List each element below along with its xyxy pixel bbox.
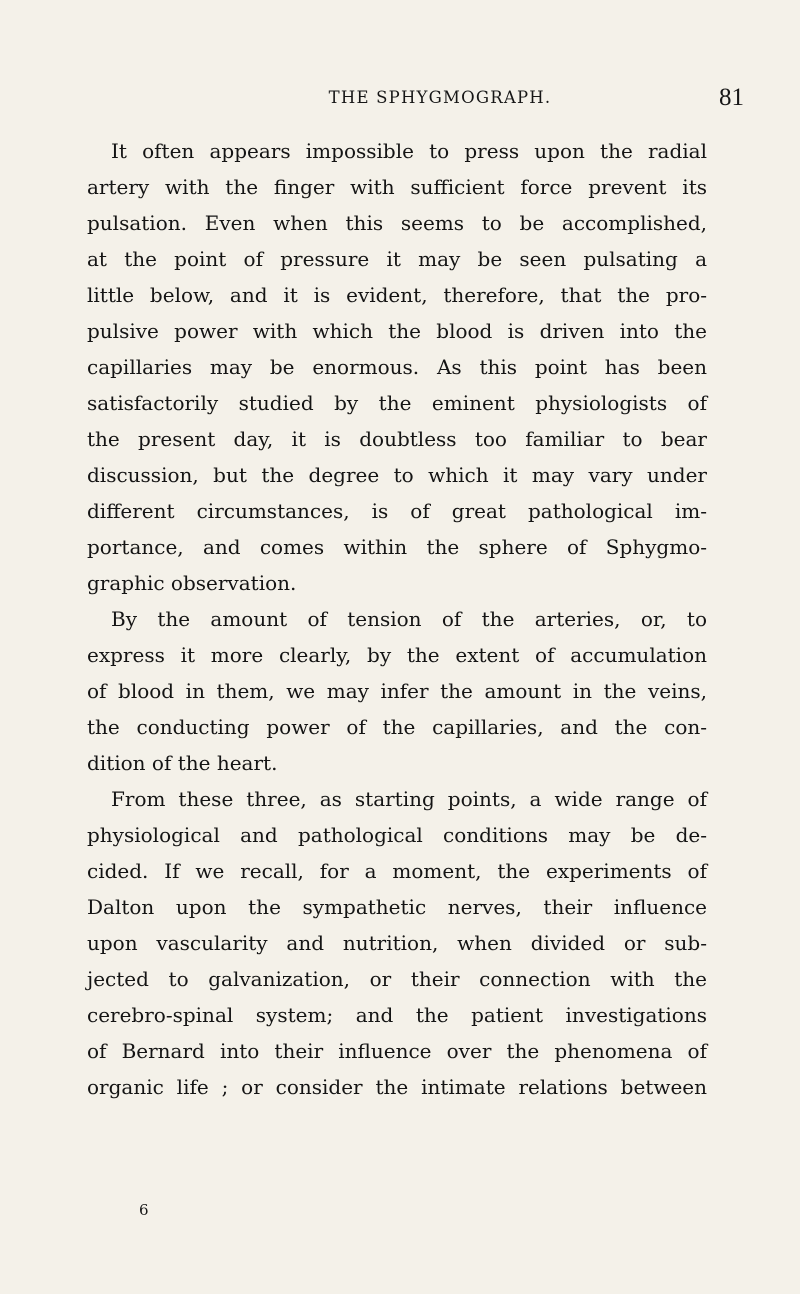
text-line: satisfactorily studied by the eminent physiologists of	[87, 391, 707, 415]
running-head: THE SPHYGMOGRAPH.	[328, 88, 552, 107]
text-line: capillaries may be enormous. As this point has been	[87, 355, 707, 379]
text-line: physiological and pathological conditions may be de-	[87, 823, 707, 847]
text-line: of Bernard into their influence over the phenomena of	[87, 1039, 707, 1063]
text-line: different circumstances, is of great pathological im-	[87, 499, 707, 523]
text-line: discussion, but the degree to which it may vary under	[87, 463, 707, 487]
page-number: 81	[719, 84, 744, 111]
text-line: the present day, it is doubtless too familiar to bear	[87, 427, 707, 451]
text-line: the conducting power of the capillaries, and the con-	[87, 715, 707, 739]
text-line: It often appears impossible to press upon the radial	[111, 139, 707, 163]
text-line: pulsation. Even when this seems to be accomplished,	[87, 211, 707, 235]
text-line: jected to galvanization, or their connection with the	[87, 967, 707, 991]
text-line: portance, and comes within the sphere of Sphygmo-	[87, 535, 707, 559]
text-line: From these three, as starting points, a wide range of	[111, 787, 707, 811]
printer-signature: 6	[139, 1201, 149, 1219]
text-line: at the point of pressure it may be seen pulsating a	[87, 247, 707, 271]
body-text	[87, 133, 707, 1105]
text-line: By the amount of tension of the arteries, or, to	[111, 607, 707, 631]
text-line: of blood in them, we may infer the amount in the veins,	[87, 679, 707, 703]
page-header	[136, 84, 744, 116]
text-line: upon vascularity and nutrition, when divided or sub-	[87, 931, 707, 955]
text-line: express it more clearly, by the extent of accumulation	[87, 643, 707, 667]
text-line: graphic observation.	[87, 571, 297, 595]
text-line: cided. If we recall, for a moment, the experiments of	[87, 859, 707, 883]
text-line: artery with the finger with sufficient force prevent its	[87, 175, 707, 199]
text-line: Dalton upon the sympathetic nerves, their influence	[87, 895, 707, 919]
text-line: pulsive power with which the blood is driven into the	[87, 319, 707, 343]
text-line: dition of the heart.	[87, 751, 278, 775]
text-line: organic life ; or consider the intimate relations between	[87, 1075, 707, 1099]
text-line: cerebro-spinal system; and the patient investigations	[87, 1003, 707, 1027]
text-line: little below, and it is evident, therefore, that the pro-	[87, 283, 707, 307]
